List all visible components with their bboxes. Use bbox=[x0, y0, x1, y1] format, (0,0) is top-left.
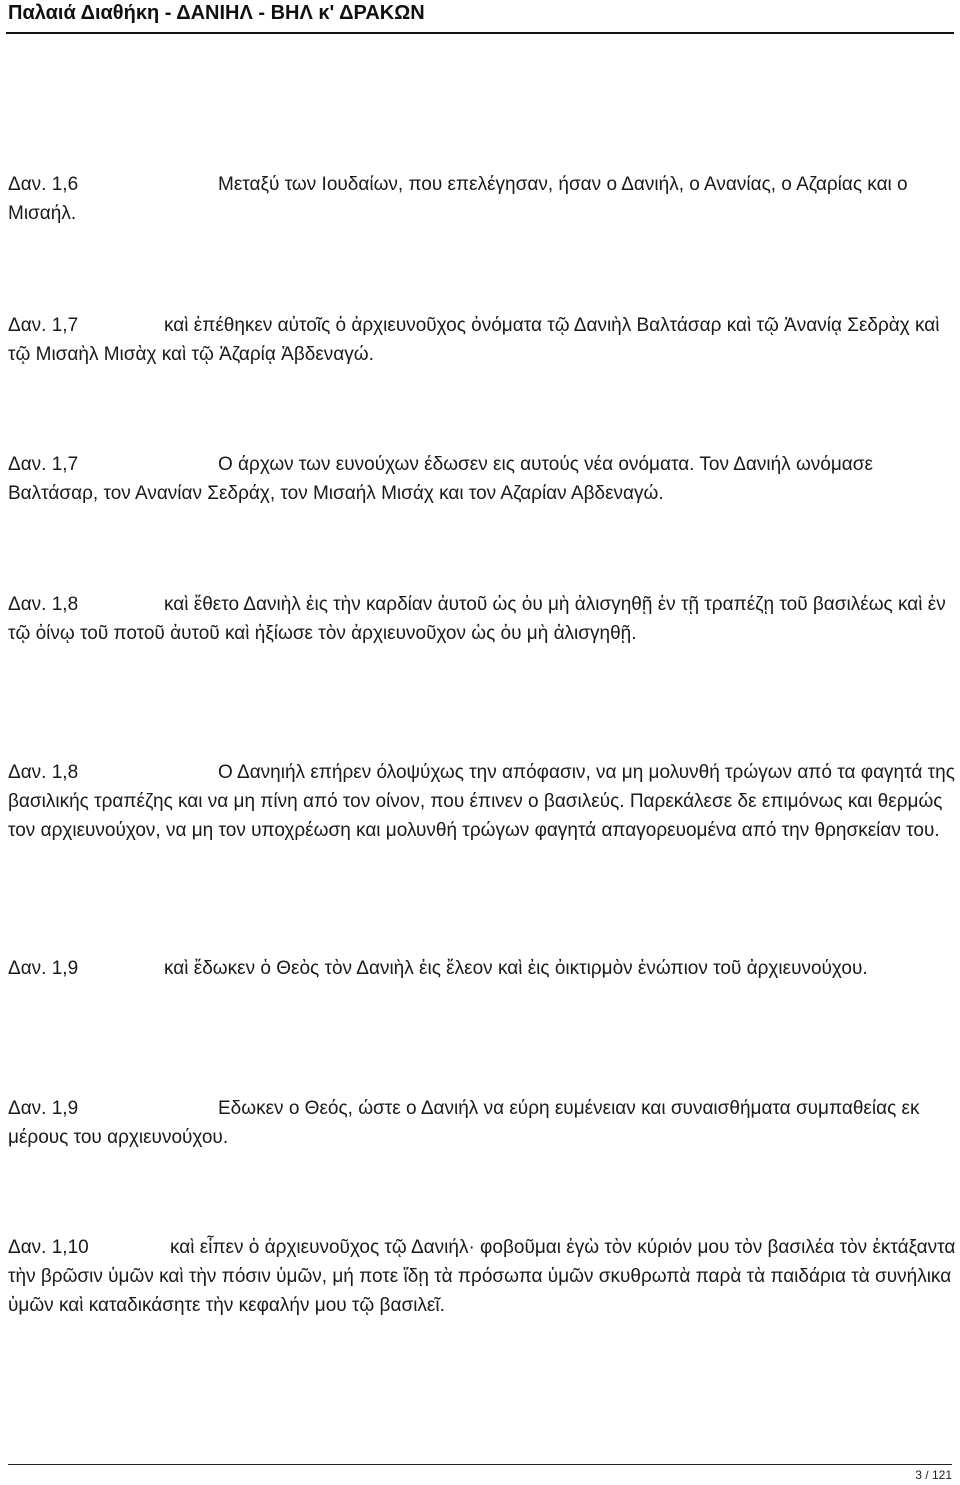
verse-block bbox=[8, 1094, 958, 1152]
verse-text: Ο άρχων των ευνούχων έδωσεν εις αυτούς νέα ονόματα. Τον Δανιήλ ωνόμασε Βαλτάσαρ, τον Ανανίαν Σεδράχ, τον Μισαήλ Μισάχ και τον Αζαρίαν Αβδεναγώ. bbox=[8, 454, 873, 504]
page-number: 3 / 121 bbox=[915, 1468, 952, 1482]
verse-reference: Δαν. 1,10 bbox=[8, 1237, 89, 1258]
verse-text: Ο Δανηιήλ επήρεν όλοψύχως την απόφασιν, να μη μολυνθή τρώγων από τα φαγητά της βασιλικής τραπέζης και να μη πίνη από τον οίνον, που έπινεν ο βασιλεύς. Παρεκάλεσε δε επιμόνως και θερμώς τον αρχιευνούχον, να μη τον υποχρέωση και μολυνθή τρώγων φαγητά απαγορευομένα από την θρησκείαν του. bbox=[8, 762, 955, 841]
verse-block bbox=[8, 450, 958, 508]
verse-text: Εδωκεν ο Θεός, ώστε ο Δανιήλ να εύρη ευμένειαν και συναισθήματα συμπαθείας εκ μέρους του αρχιευνούχου. bbox=[8, 1098, 920, 1148]
verse-text: καὶ ἔδωκεν ὁ Θεὸς τὸν Δανιὴλ ἐις ἔλεον καὶ ἐις ὀικτιρμὸν ἐνώπιον τοῦ ἀρχιευνούχου. bbox=[164, 958, 868, 979]
verse-text: καὶ εἶπεν ὁ ἀρχιευνοῦχος τῷ Δανιήλ· φοβοῦμαι ἐγὼ τὸν κύριόν μου τὸν βασιλέα τὸν ἐκτάξαντα τὴν βρῶσιν ὑμῶν καὶ τὴν πόσιν ὑμῶν, μή ποτε ἴδῃ τὰ πρόσωπα ὑμῶν σκυθρωπὰ παρὰ τὰ παιδάρια τὰ συνήλικα ὑμῶν καὶ καταδικάσητε τὴν κεφαλήν μου τῷ βασιλεῖ. bbox=[8, 1237, 956, 1316]
verse-reference: Δαν. 1,8 bbox=[8, 594, 79, 615]
verse-reference: Δαν. 1,9 bbox=[8, 958, 79, 979]
verse-reference: Δαν. 1,9 bbox=[8, 1098, 79, 1119]
verse-block bbox=[8, 170, 958, 228]
verse-block bbox=[8, 758, 958, 845]
verse-block bbox=[8, 311, 958, 369]
verse-text: καὶ ἐπέθηκεν αὐτοῖς ὁ ἀρχιευνοῦχος ὀνόματα τῷ Δανιὴλ Βαλτάσαρ καὶ τῷ Ἀνανίᾳ Σεδρὰχ καὶ τῷ Μισαὴλ Μισὰχ καὶ τῷ Ἀζαρίᾳ Ἀβδεναγώ. bbox=[8, 315, 940, 365]
verse-reference: Δαν. 1,7 bbox=[8, 454, 79, 475]
verse-reference: Δαν. 1,7 bbox=[8, 315, 79, 336]
verse-block bbox=[8, 1233, 958, 1320]
verse-reference: Δαν. 1,8 bbox=[8, 762, 79, 783]
verse-reference: Δαν. 1,6 bbox=[8, 174, 79, 195]
header-divider bbox=[6, 32, 954, 34]
verse-block bbox=[8, 954, 958, 983]
document-title: Παλαιά Διαθήκη - ΔΑΝΙΗΛ - ΒΗΛ κ' ΔΡΑΚΩΝ bbox=[8, 2, 425, 24]
verse-block bbox=[8, 590, 958, 648]
footer-divider bbox=[8, 1464, 952, 1465]
verse-text: Μεταξύ των Ιουδαίων, που επελέγησαν, ήσαν ο Δανιήλ, ο Ανανίας, ο Αζαρίας και ο Μισαήλ. bbox=[8, 174, 908, 224]
verse-text: καὶ ἔθετο Δανιὴλ ἐις τὴν καρδίαν ἀυτοῦ ὡς ὀυ μὴ ἀλισγηθῇ ἐν τῇ τραπέζῃ τοῦ βασιλέως καὶ ἐν τῷ ὀίνῳ τοῦ ποτοῦ ἀυτοῦ καὶ ἠξίωσε τὸν ἀρχιευνοῦχον ὡς ὀυ μὴ ἀλισγηθῇ. bbox=[8, 594, 946, 644]
